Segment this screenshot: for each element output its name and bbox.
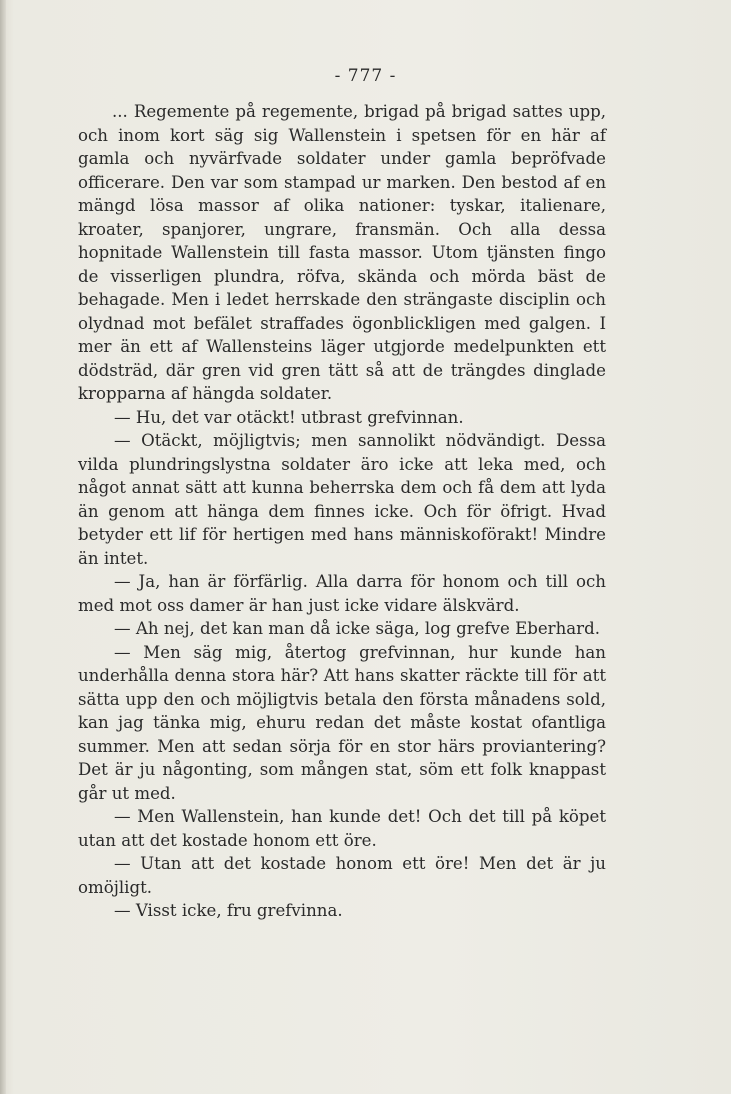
- dialogue-line: — Visst icke, fru grefvinna.: [114, 901, 343, 920]
- dialogue-line: — Men Wallenstein, han kunde det! Och det till på köpet utan att det kostade honom ett öre.: [78, 807, 606, 850]
- dialogue-line: — Utan att det kostade honom ett öre! Men det är ju omöjligt.: [78, 854, 606, 897]
- paragraph: ... Regemente på regemente, brigad på brigad sattes upp, och inom kort säg sig Wallenstein i spetsen för en här af gamla och nyvärfvade soldater under gamla bepröfvade officerare. Den var som stampad ur marken. Den bestod af en mängd lösa massor af olika nationer: tyskar, italienare, kroater, spanjorer, ungrare, fransmän. Och alla dessa hopnitade Wallenstein till fasta massor. Utom tjänsten fingo de visserligen plundra, röfva, skända och mörda bäst de behagade. Men i ledet herrskade den strängaste disciplin och olydnad mot befälet straffades ögonblickligen med galgen. I mer än ett af Wallensteins läger utgjorde medelpunkten ett dödsträd, där gren vid gren tätt så att de trängdes dinglade kropparna af hängda soldater.: [78, 102, 606, 403]
- dialogue-line: — Ja, han är förfärlig. Alla darra för honom och till och med mot oss damer är han just icke vidare älskvärd.: [78, 572, 606, 615]
- dialogue-line: — Otäckt, möjligtvis; men sannolikt nödvändigt. Dessa vilda plundringslystna soldater äro icke att leka med, och något annat sätt att kunna beherrska dem och få dem att lyda än genom att hänga dem finnes icke. Och för öfrigt. Hvad betyder ett lif för hertigen med hans människoförakt! Mindre än intet.: [78, 431, 606, 568]
- dialogue-line: — Ah nej, det kan man då icke säga, log grefve Eberhard.: [114, 619, 600, 638]
- dialogue-line: — Men säg mig, återtog grefvinnan, hur kunde han underhålla denna stora här? Att hans skatter räckte till för att sätta upp den och möjligtvis betala den första månadens sold, kan jag tänka mig, ehuru redan det måste kostat ofantliga summer. Men att sedan sörja för en stor härs proviantering? Det är ju någonting, som mången stat, söm ett folk knappast går ut med.: [78, 642, 606, 803]
- page-number: - 777 -: [334, 66, 397, 86]
- page-binding-edge: [0, 0, 6, 1094]
- dialogue-line: — Hu, det var otäckt! utbrast grefvinnan.: [114, 407, 464, 427]
- page-text: [78, 100, 606, 923]
